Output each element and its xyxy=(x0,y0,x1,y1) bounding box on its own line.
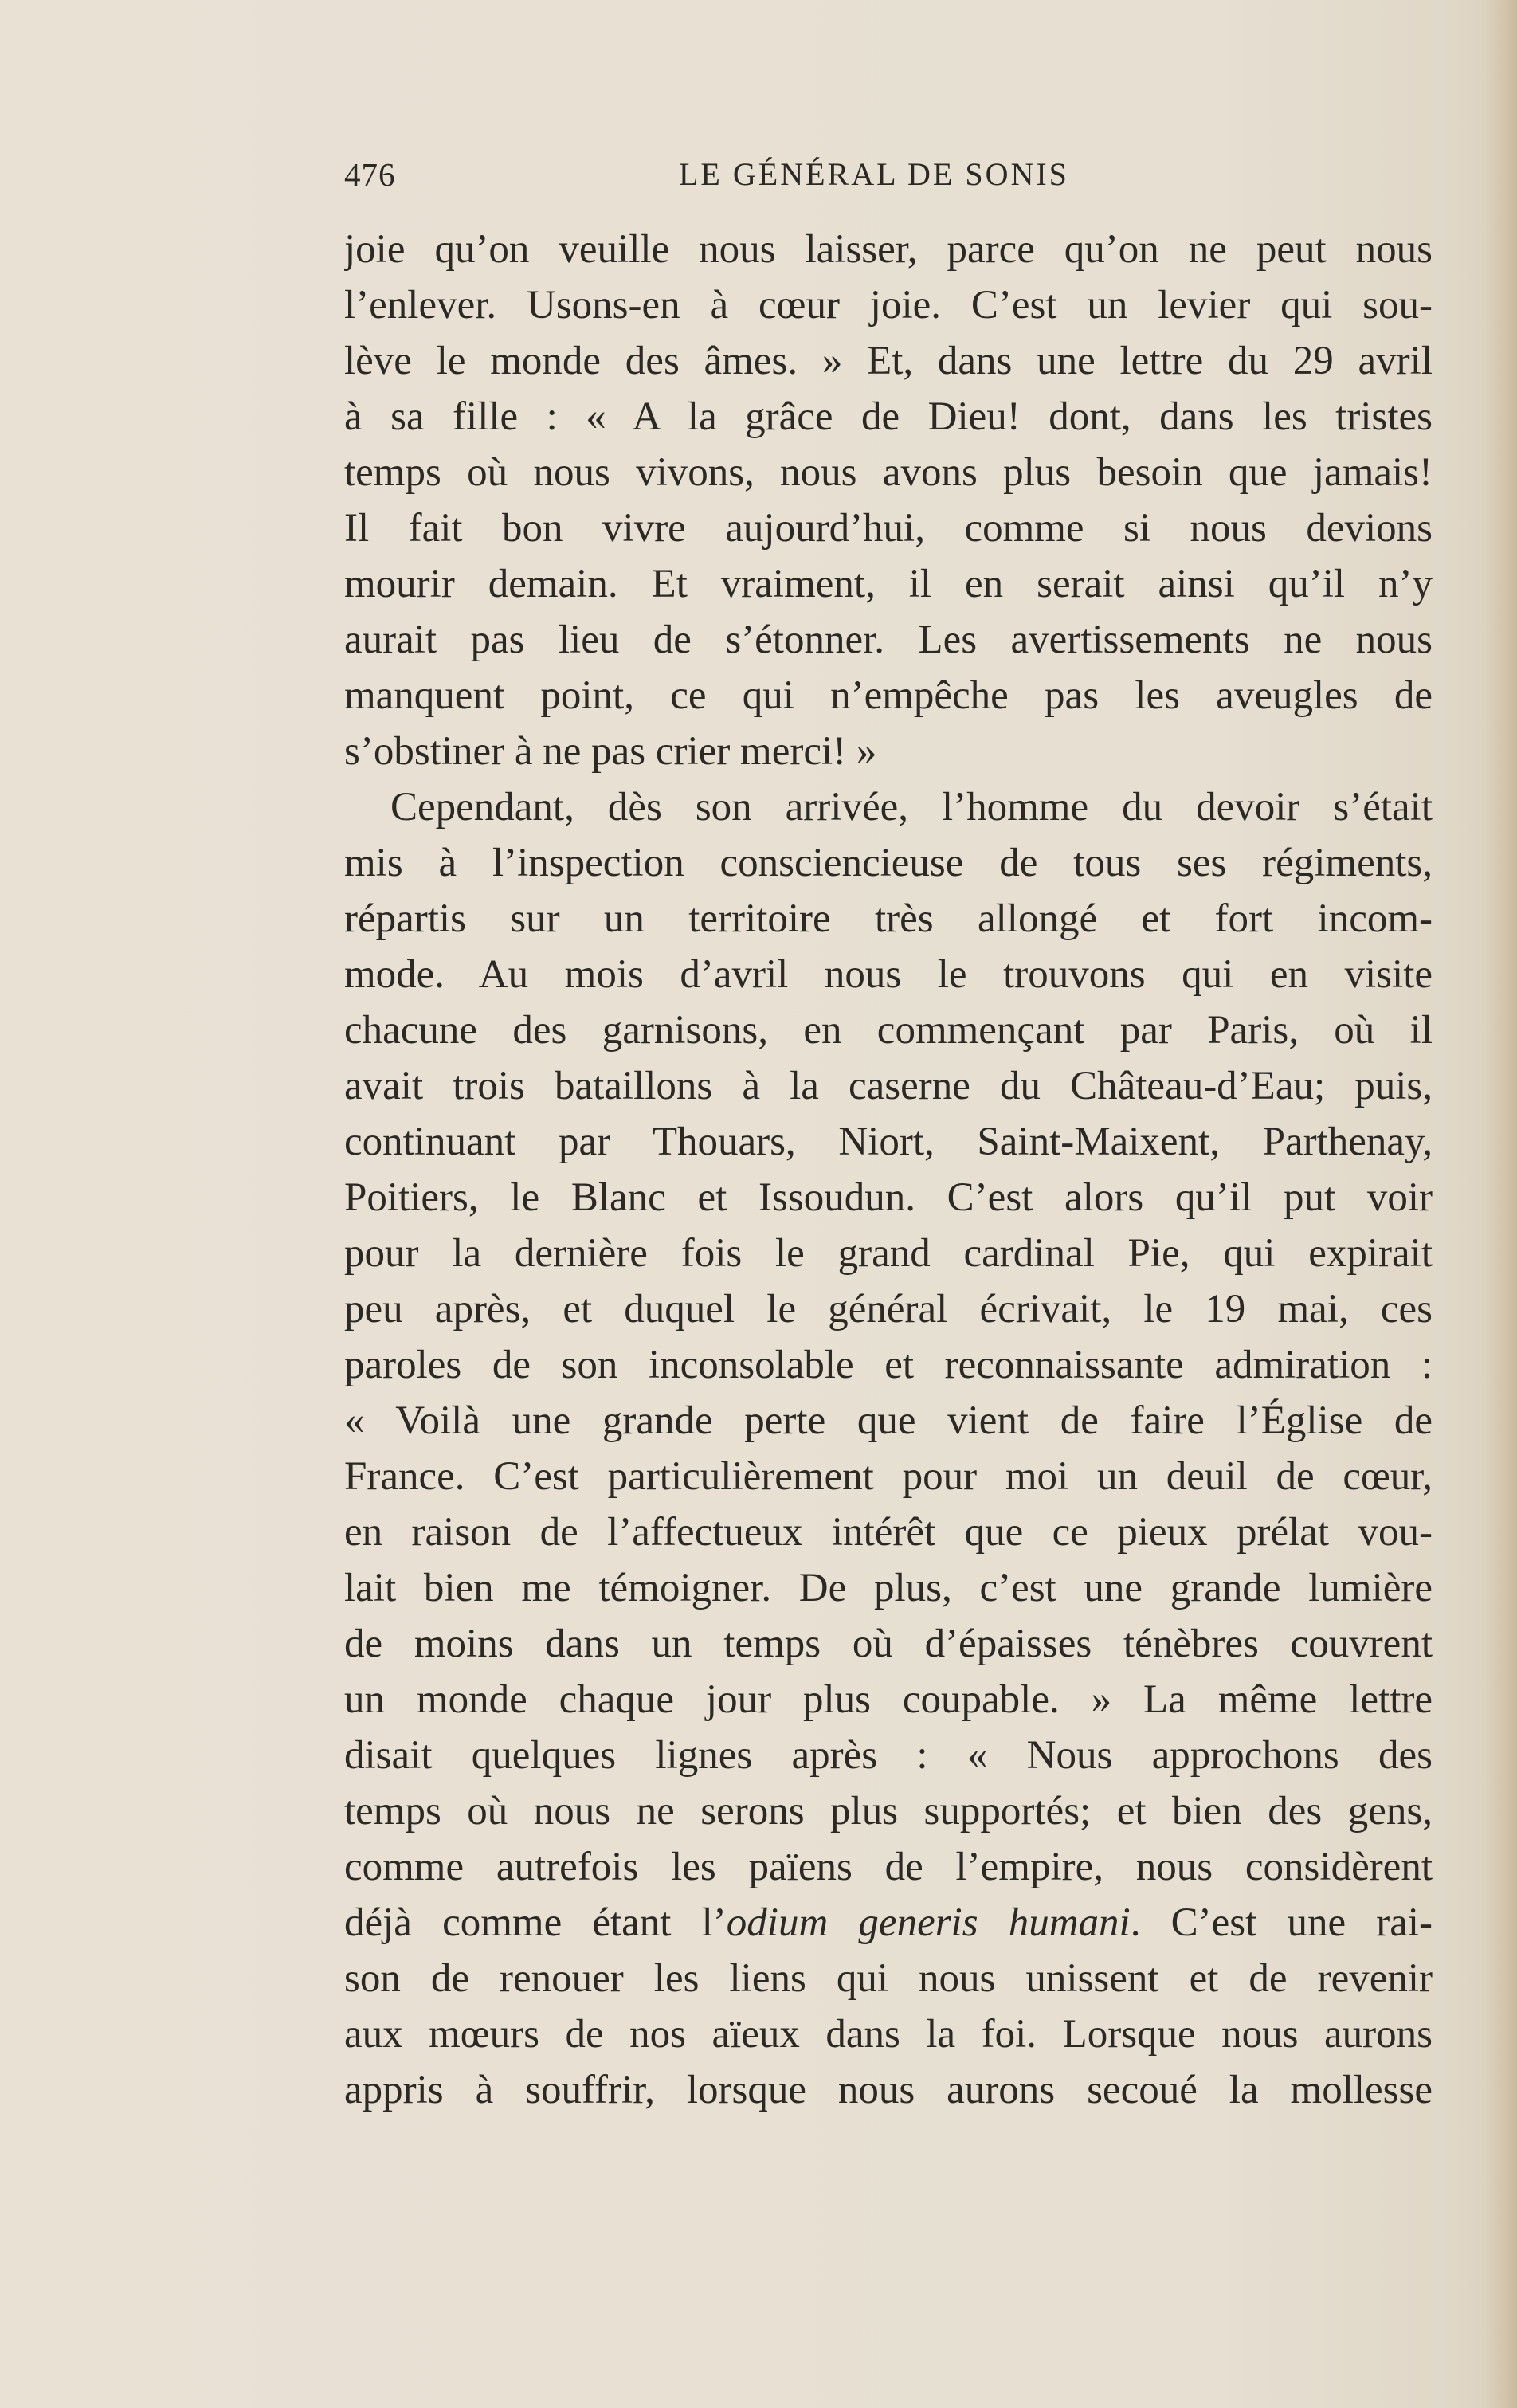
text-segment: déjà comme étant l’ xyxy=(344,1900,727,1945)
text-line: comme autrefois les païens de l’empire, nous considèrent xyxy=(344,1845,1433,1889)
text-line: un monde chaque jour plus coupable. » La même lettre xyxy=(344,1677,1433,1722)
text-line: en raison de l’affectueux intérêt que ce pieux prélat vou- xyxy=(344,1510,1433,1555)
text-line: aurait pas lieu de s’étonner. Les avertissements ne nous xyxy=(344,618,1433,662)
text-line: Poitiers, le Blanc et Issoudun. C’est alors qu’il put voir xyxy=(344,1175,1433,1220)
text-line: lève le monde des âmes. » Et, dans une lettre du 29 avril xyxy=(344,339,1433,383)
text-line: peu après, et duquel le général écrivait, le 19 mai, ces xyxy=(344,1287,1433,1331)
text-line: avait trois bataillons à la caserne du Château-d’Eau; puis, xyxy=(344,1064,1433,1108)
text-segment: . C’est une rai- xyxy=(1130,1900,1433,1945)
text-line-with-italic xyxy=(344,1895,1433,1951)
text-line: joie qu’on veuille nous laisser, parce qu’on ne peut nous xyxy=(344,227,1433,272)
running-title: LE GÉNÉRAL DE SONIS xyxy=(679,156,1069,192)
text-line: s’obstiner à ne pas crier merci! » xyxy=(344,729,877,774)
text-line: France. C’est particulièrement pour moi un deuil de cœur, xyxy=(344,1454,1433,1499)
text-line: mis à l’inspection consciencieuse de tous ses régiments, xyxy=(344,841,1433,885)
text-line: à sa fille : « A la grâce de Dieu! dont, dans les tristes xyxy=(344,394,1433,439)
italic-phrase: odium generis humani xyxy=(726,1900,1131,1945)
text-line: aux mœurs de nos aïeux dans la foi. Lorsque nous aurons xyxy=(344,2012,1433,2057)
running-head xyxy=(344,155,1444,203)
text-line: « Voilà une grande perte que vient de faire l’Église de xyxy=(344,1398,1433,1443)
text-line: manquent point, ce qui n’empêche pas les aveugles de xyxy=(344,673,1433,718)
text-line: de moins dans un temps où d’épaisses ténèbres couvrent xyxy=(344,1622,1433,1666)
text-line: répartis sur un territoire très allongé et fort incom- xyxy=(344,896,1433,941)
page-number: 476 xyxy=(344,156,396,193)
paragraph-start-line: Cependant, dès son arrivée, l’homme du devoir s’était xyxy=(390,785,1433,829)
text-line: paroles de son inconsolable et reconnaissante admiration : xyxy=(344,1343,1433,1387)
page-edge-shadow xyxy=(1485,0,1517,2408)
text-line: Il fait bon vivre aujourd’hui, comme si nous devions xyxy=(344,506,1433,551)
text-line: continuant par Thouars, Niort, Saint-Maixent, Parthenay, xyxy=(344,1120,1433,1164)
text-line: son de renouer les liens qui nous unissent et de revenir xyxy=(344,1956,1433,2001)
body-text xyxy=(344,222,1433,2118)
text-line: temps où nous ne serons plus supportés; et bien des gens, xyxy=(344,1789,1433,1833)
text-line: mode. Au mois d’avril nous le trouvons qui en visite xyxy=(344,952,1433,997)
text-line: lait bien me témoigner. De plus, c’est une grande lumière xyxy=(344,1566,1433,1610)
text-line: chacune des garnisons, en commençant par Paris, où il xyxy=(344,1008,1433,1053)
text-line: temps où nous vivons, nous avons plus besoin que jamais! xyxy=(344,450,1433,495)
text-line: l’enlever. Usons-en à cœur joie. C’est un levier qui sou- xyxy=(344,283,1433,327)
text-line: mourir demain. Et vraiment, il en serait ainsi qu’il n’y xyxy=(344,562,1433,606)
text-line: appris à souffrir, lorsque nous aurons secoué la mollesse xyxy=(344,2068,1433,2112)
text-line: pour la dernière fois le grand cardinal Pie, qui expirait xyxy=(344,1231,1433,1276)
text-line: disait quelques lignes après : « Nous approchons des xyxy=(344,1733,1433,1778)
